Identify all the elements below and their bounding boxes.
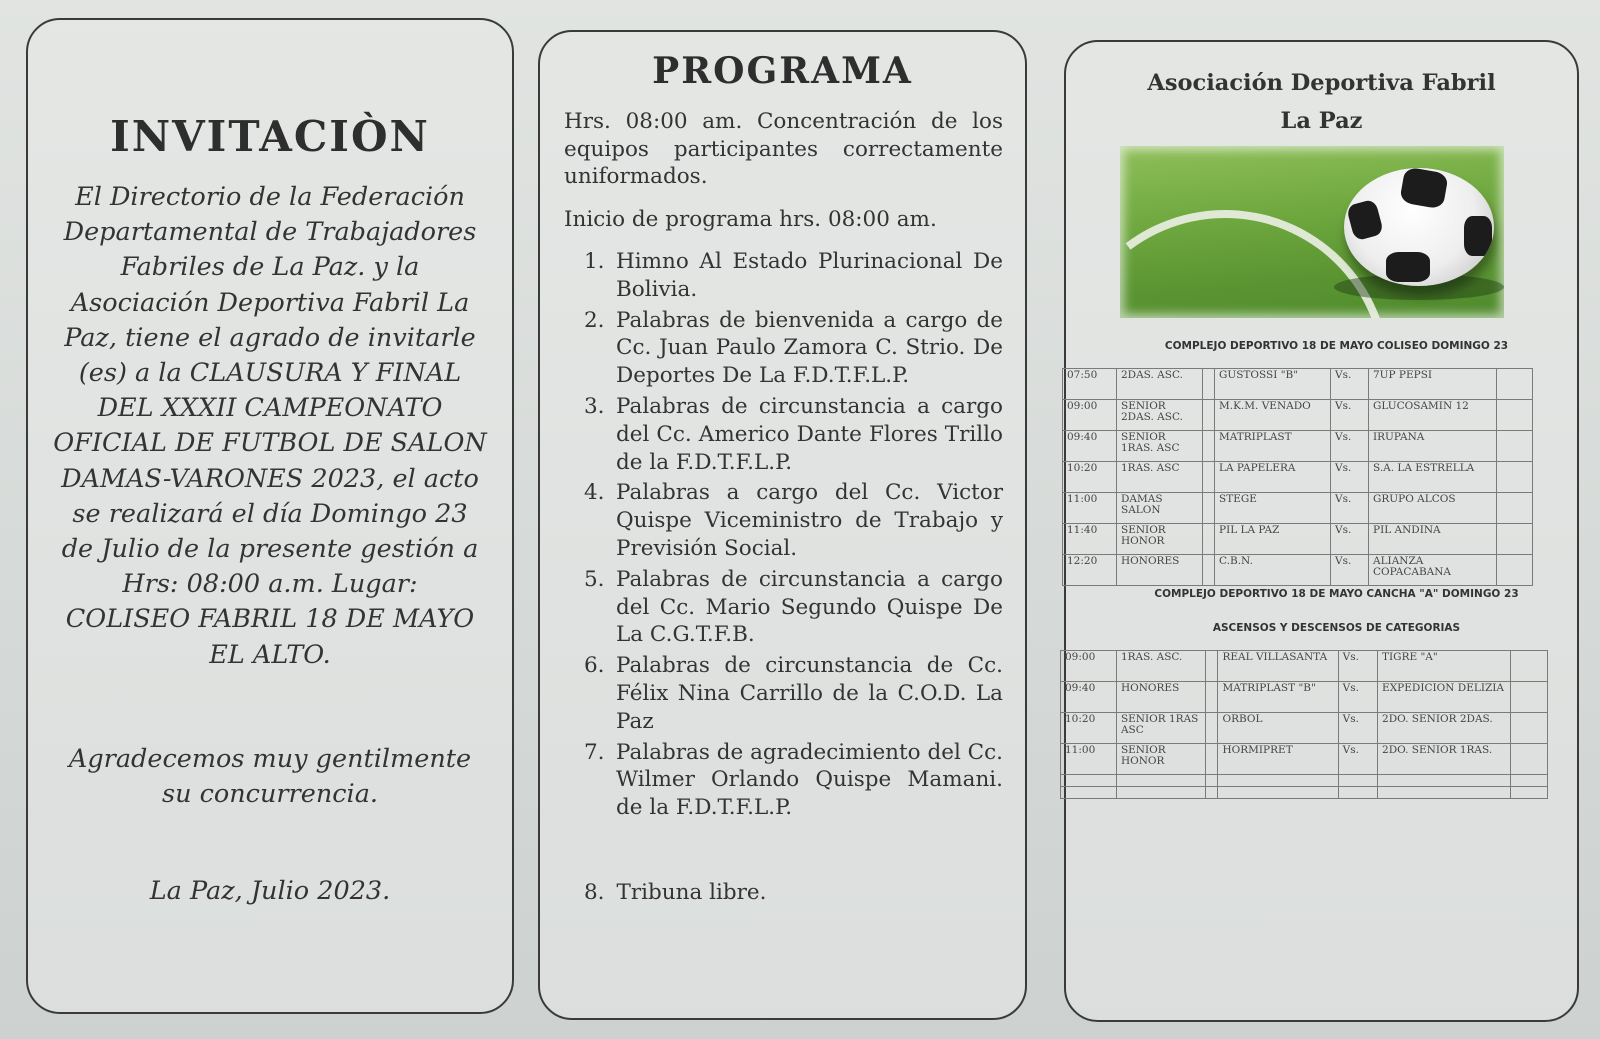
- football-image: [1120, 146, 1504, 318]
- cell-away: 2DO. SENIOR 2DAS.: [1378, 713, 1511, 744]
- invitation-date: La Paz, Julio 2023.: [149, 876, 391, 906]
- cell-home: C.B.N.: [1215, 555, 1331, 586]
- table-row: [1063, 431, 1533, 462]
- cell-category: 1RAS. ASC.: [1116, 651, 1205, 682]
- table-row: [1061, 744, 1548, 775]
- programa-panel: [538, 30, 1027, 1020]
- item-number: 4.: [584, 480, 605, 506]
- cell-empty: [1203, 524, 1215, 555]
- soccer-ball-icon: [1344, 168, 1494, 286]
- cell-empty: [1203, 431, 1215, 462]
- cell-time: 10:20: [1063, 462, 1117, 493]
- cell-category: SENIOR 2DAS. ASC.: [1117, 400, 1203, 431]
- invitation-line: Fabriles de La Paz. y la: [120, 252, 420, 283]
- cell-time: 11:40: [1063, 524, 1117, 555]
- cell-time: 09:00: [1061, 651, 1117, 682]
- cell-time: 11:00: [1063, 493, 1117, 524]
- cell-time: 09:00: [1063, 400, 1117, 431]
- cell-away: S.A. LA ESTRELLA: [1369, 462, 1497, 493]
- cell-home: M.K.M. VENADO: [1215, 400, 1331, 431]
- table-row-empty: [1061, 775, 1548, 787]
- invitation-line: OFICIAL DE FUTBOL DE SALON: [53, 428, 487, 459]
- invitation-line: COLISEO FABRIL 18 DE MAYO: [65, 604, 475, 635]
- invitation-line: El Directorio de la Federación: [75, 182, 465, 212]
- thanks-line: su concurrencia.: [161, 779, 378, 809]
- table-row-empty: [1061, 787, 1548, 799]
- cell-empty: [1497, 493, 1533, 524]
- programa-start: Inicio de programa hrs. 08:00 am.: [564, 207, 937, 232]
- cell-category: SENIOR HONOR: [1116, 744, 1205, 775]
- cell-empty: [1510, 713, 1547, 744]
- list-item: [584, 739, 1003, 822]
- cell-empty: [1206, 744, 1218, 775]
- cell-empty: [1497, 524, 1533, 555]
- invitation-thanks: [42, 742, 498, 812]
- cell-empty: [1497, 431, 1533, 462]
- cell-category: SENIOR 1RAS ASC: [1116, 713, 1205, 744]
- item-number: 6.: [584, 653, 605, 679]
- cell-vs: Vs.: [1338, 682, 1377, 713]
- cell-empty: [1206, 682, 1218, 713]
- cell-vs: Vs.: [1331, 369, 1369, 400]
- cell-home: HORMIPRET: [1218, 744, 1338, 775]
- invitation-body: [42, 180, 498, 673]
- cell-time: 09:40: [1063, 431, 1117, 462]
- cell-time: 09:40: [1061, 682, 1117, 713]
- association-title-line2: La Paz: [1280, 108, 1363, 134]
- item-text: Palabras de circunstancia a cargo del Cc. Mario Segundo Quispe De La C.G.T.F.B.: [616, 566, 1003, 648]
- association-panel: [1064, 40, 1579, 1022]
- item-number: 1.: [584, 249, 605, 274]
- cell-home: REAL VILLASANTA: [1218, 651, 1338, 682]
- cell-home: ORBOL: [1218, 713, 1338, 744]
- invitation-line: Asociación Deportiva Fabril La: [70, 287, 470, 318]
- cell-home: LA PAPELERA: [1215, 462, 1331, 493]
- cell-time: 07:50: [1063, 369, 1117, 400]
- section-heading-coliseo: COMPLEJO DEPORTIVO 18 DE MAYO COLISEO DOMINGO 23: [1164, 340, 1509, 352]
- cell-away: GRUPO ALCOS: [1369, 493, 1497, 524]
- invitation-line: DAMAS-VARONES 2023, el acto: [61, 463, 479, 494]
- cell-home: STEGE: [1215, 493, 1331, 524]
- cell-vs: Vs.: [1331, 462, 1369, 493]
- cell-home: MATRIPLAST "B": [1218, 682, 1338, 713]
- cell-vs: Vs.: [1338, 744, 1377, 775]
- item-number: 2.: [584, 307, 605, 333]
- item-text: Palabras de circunstancia a cargo del Cc. Americo Dante Flores Trillo de la F.D.T.F.L.P.: [616, 393, 1003, 475]
- cell-empty: [1497, 400, 1533, 431]
- cell-time: 11:00: [1061, 744, 1117, 775]
- cell-category: HONORES: [1117, 555, 1203, 586]
- cell-empty: [1510, 651, 1547, 682]
- list-item: [584, 393, 1003, 476]
- thanks-line: Agradecemos muy gentilmente: [68, 744, 472, 774]
- invitation-line: Departamental de Trabajadores: [63, 217, 477, 248]
- list-item: [584, 307, 1003, 390]
- cell-away: 7UP PEPSI: [1369, 369, 1497, 400]
- programa-intro: Hrs. 08:00 am. Concentración de los equipos participantes correctamente uniformados.: [564, 109, 1003, 189]
- cell-away: 2DO. SENIOR 1RAS.: [1378, 744, 1511, 775]
- cell-empty: [1206, 651, 1218, 682]
- list-item: [584, 652, 1003, 735]
- cell-category: 1RAS. ASC: [1117, 462, 1203, 493]
- cell-home: GUSTOSSI "B": [1215, 369, 1331, 400]
- table-row: [1063, 555, 1533, 586]
- invitation-line: EL ALTO.: [209, 639, 331, 670]
- cell-empty: [1510, 744, 1547, 775]
- cell-category: 2DAS. ASC.: [1117, 369, 1203, 400]
- cell-time: 12:20: [1063, 555, 1117, 586]
- cell-vs: Vs.: [1338, 651, 1377, 682]
- section-heading-ascensos: ASCENSOS Y DESCENSOS DE CATEGORIAS: [1212, 622, 1461, 634]
- item-text: Himno Al Estado Plurinacional De Bolivia.: [616, 249, 1003, 302]
- invitation-line: Paz, tiene el agrado de invitarle: [64, 322, 476, 353]
- cell-empty: [1203, 400, 1215, 431]
- invitation-line: se realizará el día Domingo 23: [72, 498, 468, 529]
- cell-category: SENIOR 1RAS. ASC: [1117, 431, 1203, 462]
- table-row: [1063, 462, 1533, 493]
- list-item: [584, 248, 1003, 304]
- list-item: [584, 479, 1003, 562]
- invitation-title: INVITACIÒN: [110, 112, 430, 161]
- cell-vs: Vs.: [1331, 431, 1369, 462]
- cell-vs: Vs.: [1331, 400, 1369, 431]
- invitation-panel: [26, 18, 514, 1014]
- cell-empty: [1510, 682, 1547, 713]
- cell-away: TIGRE "A": [1378, 651, 1511, 682]
- item-number: 8.: [584, 880, 605, 905]
- table-row: [1061, 682, 1548, 713]
- item-text: Palabras de circunstancia de Cc. Félix Nina Carrillo de la C.O.D. La Paz: [616, 653, 1003, 734]
- cell-empty: [1206, 713, 1218, 744]
- cell-vs: Vs.: [1331, 493, 1369, 524]
- cell-category: HONORES: [1116, 682, 1205, 713]
- item-number: 3.: [584, 393, 605, 419]
- table-row: [1063, 524, 1533, 555]
- table-row: [1063, 369, 1533, 400]
- association-title-line1: Asociación Deportiva Fabril: [1147, 70, 1496, 96]
- invitation-line: de Julio de la presente gestión a: [61, 534, 479, 565]
- cell-away: GLUCOSAMIN 12: [1369, 400, 1497, 431]
- item-text: Palabras de agradecimiento del Cc. Wilmer Orlando Quispe Mamani. de la F.D.T.F.L.P.: [616, 739, 1003, 821]
- cell-home: PIL LA PAZ: [1215, 524, 1331, 555]
- cell-away: IRUPANA: [1369, 431, 1497, 462]
- section-heading-cancha: COMPLEJO DEPORTIVO 18 DE MAYO CANCHA "A" DOMINGO 23: [1154, 588, 1519, 600]
- cell-empty: [1497, 462, 1533, 493]
- cell-empty: [1203, 462, 1215, 493]
- table-row: [1063, 400, 1533, 431]
- item-text: Tribuna libre.: [616, 880, 767, 905]
- cell-empty: [1497, 369, 1533, 400]
- cell-vs: Vs.: [1331, 555, 1369, 586]
- invitation-line: (es) a la CLAUSURA Y FINAL: [78, 358, 462, 389]
- cell-category: SENIOR HONOR: [1117, 524, 1203, 555]
- association-title: [1066, 64, 1577, 140]
- cell-empty: [1497, 555, 1533, 586]
- cell-category: DAMAS SALON: [1117, 493, 1203, 524]
- programa-list: [584, 248, 1003, 825]
- cell-home: MATRIPLAST: [1215, 431, 1331, 462]
- item-text: Palabras de bienvenida a cargo de Cc. Juan Paulo Zamora C. Strio. De Deportes De La F.D.T.F.L.P.: [616, 307, 1003, 389]
- item-number: 5.: [584, 566, 605, 592]
- cell-vs: Vs.: [1331, 524, 1369, 555]
- programa-title: PROGRAMA: [652, 50, 913, 92]
- list-item: [584, 566, 1003, 649]
- table-row: [1061, 651, 1548, 682]
- list-item-last: [584, 880, 766, 905]
- item-number: 7.: [584, 739, 605, 765]
- schedule-table-cancha: [1060, 650, 1548, 799]
- item-text: Palabras a cargo del Cc. Victor Quispe Viceministro de Trabajo y Previsión Social.: [616, 480, 1003, 561]
- cell-empty: [1203, 555, 1215, 586]
- table-row: [1061, 713, 1548, 744]
- schedule-table-coliseo: [1062, 368, 1533, 586]
- invitation-line: DEL XXXII CAMPEONATO: [97, 393, 443, 424]
- cell-away: PIL ANDINA: [1369, 524, 1497, 555]
- cell-vs: Vs.: [1338, 713, 1377, 744]
- cell-empty: [1203, 493, 1215, 524]
- table-row: [1063, 493, 1533, 524]
- invitation-line: Hrs: 08:00 a.m. Lugar:: [122, 569, 418, 600]
- cell-away: ALIANZA COPACABANA: [1369, 555, 1497, 586]
- cell-time: 10:20: [1061, 713, 1117, 744]
- cell-empty: [1203, 369, 1215, 400]
- cell-away: EXPEDICION DELIZIA: [1378, 682, 1511, 713]
